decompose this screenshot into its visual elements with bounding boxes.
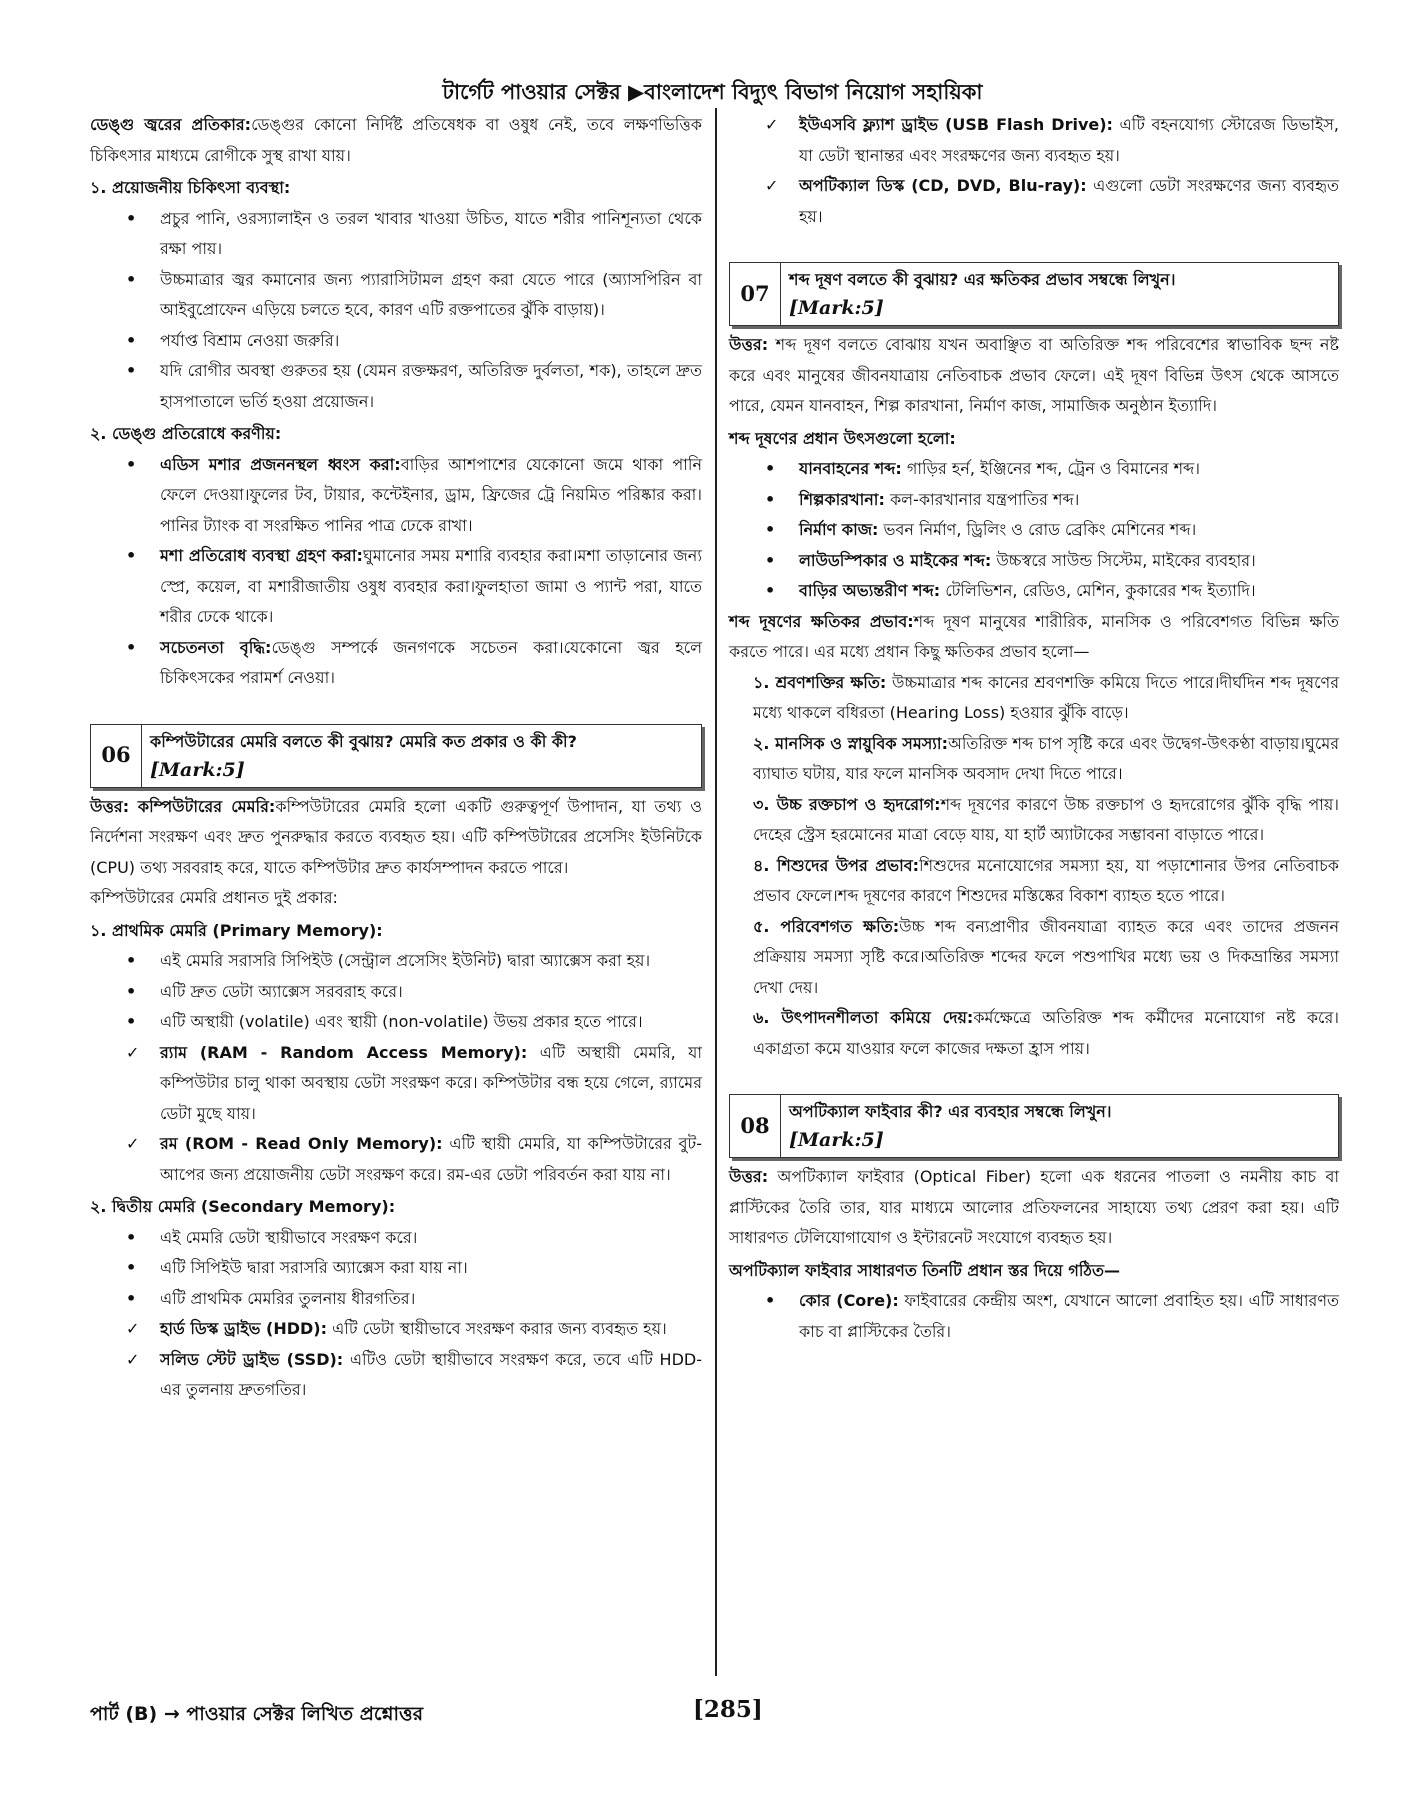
- item-text: এগুলো ডেটা সংরক্ষণের জন্য ব্যবহৃত হয়।: [799, 176, 1340, 226]
- list-item: [729, 515, 1339, 546]
- question-mark: [Mark:5]: [150, 758, 245, 781]
- item-text: কর্মক্ষেত্রে অতিরিক্ত শব্দ কর্মীদের মনোযোগ নষ্ট করে।একাগ্রতা কমে যাওয়ার ফলে কাজের দক্ষতা হ্রাস পায়।: [753, 1008, 1339, 1058]
- primary-memory-heading: ১. প্রাথমিক মেমরি (Primary Memory):: [90, 920, 383, 940]
- item-label: সলিড স্টেট ড্রাইভ (SSD):: [160, 1349, 344, 1369]
- list-item: • প্রচুর পানি, ওরস্যালাইন ও তরল খাবার খাওয়া উচিত, যাতে শরীর পানিশূন্যতা থেকে রক্ষা পায়।: [90, 204, 702, 265]
- item-label: লাউডস্পিকার ও মাইকের শব্দ:: [799, 550, 992, 570]
- list-item: • এই মেমরি ডেটা স্থায়ীভাবে সংরক্ষণ করে।: [90, 1223, 702, 1254]
- list-item: • উচ্চমাত্রার জ্বর কমানোর জন্য প্যারাসিটামল গ্রহণ করা যেতে পারে (অ্যাসপিরিন বা আইবুপ্রোফেন এড়িয়ে চলতে হবে, কারণ এটি রক্তপাতের ঝুঁকি বাড়ায়)।: [90, 265, 702, 326]
- question-number: 06: [91, 725, 142, 787]
- answer-text: শব্দ দূষণ বলতে বোঝায় যখন অবাঞ্ছিত বা অতিরিক্ত শব্দ পরিবেশের স্বাভাবিক ছন্দ নষ্ট করে এবং মানুষের জীবনযাত্রায় নেতিবাচক প্রভাব ফেলে। এই দূষণ বিভিন্ন উৎস থেকে আসতে পারে, যেমন যানবাহন, শিল্প কারখানা, নির্মাণ কাজ, সামাজিক অনুষ্ঠান ইত্যাদি।: [729, 335, 1339, 415]
- item-text: এটি স্থায়ী মেমরি, যা কম্পিউটারের বুট-আপের জন্য প্রয়োজনীয় ডেটা সংরক্ষণ করে। রম-এর ডেটা পরিবর্তন করা যায় না।: [160, 1134, 702, 1184]
- secondary-memory-list: [90, 1223, 702, 1315]
- left-column: [90, 110, 702, 1406]
- item-text: ফাইবারের কেন্দ্রীয় অংশ, যেখানে আলো প্রবাহিত হয়। এটি সাধারণত কাচ বা প্লাস্টিকের তৈরি।: [799, 1291, 1340, 1341]
- question-number: 07: [730, 263, 781, 325]
- item-text: শব্দ দূষণের কারণে উচ্চ রক্তচাপ ও হৃদরোগের ঝুঁকি বৃদ্ধি পায়।দেহের স্ট্রেস হরমোনের মাত্রা বেড়ে যায়, যা হার্ট অ্যাটাকের সম্ভাবনা বাড়াতে পারে।: [753, 794, 1339, 844]
- question-text: [781, 263, 1183, 325]
- item-text: ঘুমানোর সময় মশারি ব্যবহার করা।মশা তাড়ানোর জন্য স্প্রে, কয়েল, বা মশারীজাতীয় ওষুধ ব্যবহার করা।ফুলহাতা জামা ও প্যান্ট পরা, যাতে শরীর ঢেকে থাকে।: [160, 546, 702, 626]
- memory-types-intro: কম্পিউটারের মেমরি প্রধানত দুই প্রকার:: [90, 888, 338, 907]
- fiber-layers-heading: অপটিক্যাল ফাইবার সাধারণত তিনটি প্রধান স্তর দিয়ে গঠিত—: [729, 1260, 1120, 1280]
- item-text: উচ্চ শব্দ বন্যপ্রাণীর জীবনযাত্রা ব্যাহত করে এবং তাদের প্রজনন প্রক্রিয়ায় সমস্যা সৃষ্টি করে।অতিরিক্ত শব্দের ফলে পশুপাখির মধ্যে ভয় ও দিকভ্রান্তির সমস্যা দেখা দেয়।: [753, 916, 1339, 997]
- answer-label: উত্তর:: [90, 796, 130, 816]
- spacer: [729, 232, 1339, 256]
- footer-section-label: পার্ট (B) → পাওয়ার সেক্টর লিখিত প্রশ্নোত্তর: [90, 1703, 424, 1725]
- item-label: সচেতনতা বৃদ্ধি:: [160, 637, 272, 657]
- item-label: ২. মানসিক ও স্নায়ুবিক সমস্যা:: [753, 733, 948, 753]
- answer-text: কম্পিউটারের মেমরি হলো একটি গুরুত্বপূর্ণ উপাদান, যা তথ্য ও নির্দেশনা সংরক্ষণ এবং দ্রুত পুনরুদ্ধার করতে ব্যবহৃত হয়। এটি কম্পিউটারের প্রসেসিং ইউনিটকে (CPU) তথ্য সরবরাহ করে, যাতে কম্পিউটার দ্রুত কার্যসম্পাদন করতে পারে।: [90, 796, 702, 877]
- question-title: শব্দ দূষণ বলতে কী বুঝায়? এর ক্ষতিকর প্রভাব সম্বন্ধে লিখুন।: [789, 270, 1176, 289]
- list-item: • এটি প্রাথমিক মেমরির তুলনায় ধীরগতির।: [90, 1284, 702, 1315]
- answer-08-intro: [729, 1162, 1339, 1254]
- list-item: [729, 546, 1339, 577]
- item-text: গাড়ির হর্ন, ইঞ্জিনের শব্দ, ট্রেন ও বিমানের শব্দ।: [906, 459, 1201, 478]
- item-label: ৫. পরিবেশগত ক্ষতি:: [753, 916, 900, 936]
- item-label: হার্ড ডিস্ক ড্রাইভ (HDD):: [160, 1319, 328, 1338]
- item-text: ভবন নির্মাণ, ড্রিলিং ও রোড ব্রেকিং মেশিনের শব্দ।: [883, 520, 1197, 539]
- noise-effects-intro: [729, 607, 1339, 668]
- list-item: [729, 1286, 1339, 1347]
- answer-07-intro: [729, 330, 1339, 422]
- dengue-intro-text: ডেঙ্গুর কোনো নির্দিষ্ট প্রতিষেধক বা ওষুধ নেই, তবে লক্ষণভিত্তিক চিকিৎসার মাধ্যমে রোগীকে সুস্থ রাখা যায়।: [90, 115, 702, 165]
- item-label: কোর (Core):: [799, 1291, 899, 1310]
- item-label: ১. শ্রবণশক্তির ক্ষতি:: [753, 672, 887, 692]
- item-label: রম (ROM - Read Only Memory):: [160, 1134, 443, 1153]
- answer-label: উত্তর:: [729, 1167, 769, 1186]
- check-item: [729, 171, 1339, 232]
- item-label: ইউএসবি ফ্ল্যাশ ড্রাইভ (USB Flash Drive):: [799, 115, 1113, 134]
- item-label: এডিস মশার প্রজননস্থল ধ্বংস করা:: [160, 454, 401, 474]
- secondary-memory-types-cont: [729, 110, 1339, 232]
- secondary-memory-types: [90, 1314, 702, 1406]
- dengue-prevention-heading: ২. ডেঙ্গু প্রতিরোধে করণীয়:: [90, 424, 282, 443]
- list-item: • পর্যাপ্ত বিশ্রাম নেওয়া জরুরি।: [90, 326, 702, 357]
- item-label: ৬. উৎপাদনশীলতা কমিয়ে দেয়:: [753, 1008, 974, 1027]
- question-mark: [Mark:5]: [789, 1129, 884, 1151]
- list-item: • যদি রোগীর অবস্থা গুরুতর হয় (যেমন রক্তক্ষরণ, অতিরিক্ত দুর্বলতা, শক), তাহলে দ্রুত হাসপাতালে ভর্তি হওয়া প্রয়োজন।: [90, 356, 702, 417]
- dengue-intro-label: ডেঙ্গু জ্বরের প্রতিকার:: [90, 115, 252, 134]
- secondary-memory-heading: ২. দ্বিতীয় মেমরি (Secondary Memory):: [90, 1197, 396, 1216]
- item-text: শিশুদের মনোযোগের সমস্যা হয়, যা পড়াশোনার উপর নেতিবাচক প্রভাব ফেলে।শব্দ দূষণের কারণে শিশুদের মস্তিষ্কের বিকাশ ব্যাহত হতে পারে।: [753, 855, 1339, 905]
- item-label: শিল্পকারখানা:: [799, 489, 885, 509]
- noise-sources-list: [729, 454, 1339, 607]
- item-text: এটি বহনযোগ্য স্টোরেজ ডিভাইস, যা ডেটা স্থানান্তর এবং সংরক্ষণের জন্য ব্যবহৃত হয়।: [799, 115, 1339, 165]
- spacer: [729, 1064, 1339, 1088]
- effect-item: [753, 851, 1339, 912]
- item-text: কল-কারখানার যন্ত্রপাতির শব্দ।: [889, 489, 1080, 509]
- effects-text: শব্দ দূষণ মানুষের শারীরিক, মানসিক ও পরিবেশগত বিভিন্ন ক্ষতি করতে পারে। এর মধ্যে প্রধান কিছু ক্ষতিকর প্রভাব হলো—: [729, 611, 1339, 661]
- noise-effects-list: [729, 668, 1339, 1065]
- item-label: র‍্যাম (RAM - Random Access Memory):: [160, 1042, 528, 1062]
- list-item: • এটি সিপিইউ দ্বারা সরাসরি অ্যাক্সেস করা যায় না।: [90, 1253, 702, 1284]
- item-text: টেলিভিশন, রেডিও, মেশিন, কুকারের শব্দ ইত্যাদি।: [945, 581, 1256, 600]
- list-item: [90, 541, 702, 633]
- page-header: টার্গেট পাওয়ার সেক্টর ▶বাংলাদেশ বিদ্যুৎ বিভাগ নিয়োগ সহায়িকা: [442, 80, 983, 104]
- question-title: কম্পিউটারের মেমরি বলতে কী বুঝায়? মেমরি কত প্রকার ও কী কী?: [150, 731, 577, 751]
- column-divider: [715, 108, 717, 1676]
- dengue-treatment-list: [90, 204, 702, 418]
- item-text: এটি ডেটা স্থায়ীভাবে সংরক্ষণ করার জন্য ব্যবহৃত হয়।: [332, 1319, 667, 1338]
- answer-text: অপটিক্যাল ফাইবার (Optical Fiber) হলো এক ধরনের পাতলা ও নমনীয় কাচ বা প্লাস্টিকের তৈরি তার, যার মাধ্যমে আলোর প্রতিফলনের সাহায্যে তথ্য প্রেরণ করা হয়। এটি সাধারণত টেলিযোগাযোগ ও ইন্টারনেট সংযোগে ব্যবহৃত হয়।: [729, 1167, 1339, 1247]
- question-box-08: [729, 1094, 1339, 1158]
- effect-item: [753, 729, 1339, 790]
- question-box-07: [729, 262, 1339, 326]
- question-number: 08: [730, 1095, 781, 1157]
- right-column: [729, 110, 1339, 1347]
- question-text: [142, 725, 585, 787]
- effect-item: [753, 790, 1339, 851]
- list-item: [90, 633, 702, 694]
- effect-item: [753, 1003, 1339, 1064]
- item-text: এটিও ডেটা স্থায়ীভাবে সংরক্ষণ করে, তবে এটি HDD-এর তুলনায় দ্রুতগতির।: [160, 1349, 702, 1399]
- question-text: [781, 1095, 1120, 1157]
- question-title: অপটিক্যাল ফাইবার কী? এর ব্যবহার সম্বন্ধে লিখুন।: [789, 1102, 1112, 1121]
- dengue-prevention-list: [90, 450, 702, 694]
- item-label: বাড়ির অভ্যন্তরীণ শব্দ:: [799, 581, 941, 600]
- spacer: [90, 694, 702, 718]
- check-item: [90, 1129, 702, 1190]
- dengue-treatment-heading: ১. প্রয়োজনীয় চিকিৎসা ব্যবস্থা:: [90, 178, 291, 197]
- item-text: বাড়ির আশপাশের যেকোনো জমে থাকা পানি ফেলে দেওয়া।ফুলের টব, টায়ার, কন্টেইনার, ড্রাম, ফ্রিজের ট্রে নিয়মিত পরিষ্কার করা।পানির ট্যাংক বা সংরক্ষিত পানির পাত্র ঢেকে রাখা।: [160, 454, 702, 535]
- check-item: [729, 110, 1339, 171]
- check-item: [90, 1038, 702, 1130]
- check-item: [90, 1314, 702, 1345]
- primary-memory-list: [90, 946, 702, 1038]
- item-text: ডেঙ্গু সম্পর্কে জনগণকে সচেতন করা।যেকোনো জ্বর হলে চিকিৎসকের পরামর্শ নেওয়া।: [160, 637, 702, 687]
- list-item: [729, 454, 1339, 485]
- item-text: উচ্চস্বরে সাউন্ড সিস্টেম, মাইকের ব্যবহার।: [996, 550, 1256, 570]
- item-text: উচ্চমাত্রার শব্দ কানের শ্রবণশক্তি কমিয়ে দিতে পারে।দীর্ঘদিন শব্দ দূষণের মধ্যে থাকলে বধিরতা (Hearing Loss) হওয়ার ঝুঁকি বাড়ে।: [753, 672, 1339, 722]
- item-text: অতিরিক্ত শব্দ চাপ সৃষ্টি করে এবং উদ্বেগ-উৎকণ্ঠা বাড়ায়।ঘুমের ব্যাঘাত ঘটায়, যার ফলে মানসিক অবসাদ দেখা দিতে পারে।: [753, 733, 1340, 783]
- page-number: [285]: [693, 1696, 763, 1723]
- check-item: [90, 1345, 702, 1406]
- answer-06-intro: [90, 792, 702, 884]
- item-label: নির্মাণ কাজ:: [799, 520, 879, 539]
- fiber-layers-list: [729, 1286, 1339, 1347]
- primary-memory-types: [90, 1038, 702, 1191]
- list-item: [90, 450, 702, 542]
- item-text: এটি অস্থায়ী মেমরি, যা কম্পিউটার চালু থাকা অবস্থায় ডেটা সংরক্ষণ করে। কম্পিউটার বন্ধ হয়ে গেলে, র‍্যামের ডেটা মুছে যায়।: [160, 1042, 703, 1123]
- item-label: যানবাহনের শব্দ:: [799, 459, 902, 478]
- list-item: • এই মেমরি সরাসরি সিপিইউ (সেন্ট্রাল প্রসেসিং ইউনিট) দ্বারা অ্যাক্সেস করা হয়।: [90, 946, 702, 977]
- list-item: [729, 576, 1339, 607]
- dengue-intro: [90, 110, 702, 171]
- effect-item: [753, 668, 1339, 729]
- list-item: • এটি দ্রুত ডেটা অ্যাক্সেস সরবরাহ করে।: [90, 977, 702, 1008]
- effects-label: শব্দ দূষণের ক্ষতিকর প্রভাব:: [729, 611, 914, 631]
- list-item: • এটি অস্থায়ী (volatile) এবং স্থায়ী (non-volatile) উভয় প্রকার হতে পারে।: [90, 1007, 702, 1038]
- noise-sources-heading: শব্দ দূষণের প্রধান উৎসগুলো হলো:: [729, 428, 956, 448]
- question-box-06: [90, 724, 702, 788]
- list-item: [729, 485, 1339, 516]
- item-label: অপটিক্যাল ডিস্ক (CD, DVD, Blu-ray):: [799, 176, 1087, 195]
- item-label: ৪. শিশুদের উপর প্রভাব:: [753, 855, 920, 875]
- answer-bold: কম্পিউটারের মেমরি:: [137, 796, 276, 816]
- answer-label: উত্তর:: [729, 335, 769, 354]
- item-label: ৩. উচ্চ রক্তচাপ ও হৃদরোগ:: [753, 794, 941, 814]
- item-label: মশা প্রতিরোধ ব্যবস্থা গ্রহণ করা:: [160, 546, 363, 565]
- effect-item: [753, 912, 1339, 1004]
- question-mark: [Mark:5]: [789, 297, 884, 319]
